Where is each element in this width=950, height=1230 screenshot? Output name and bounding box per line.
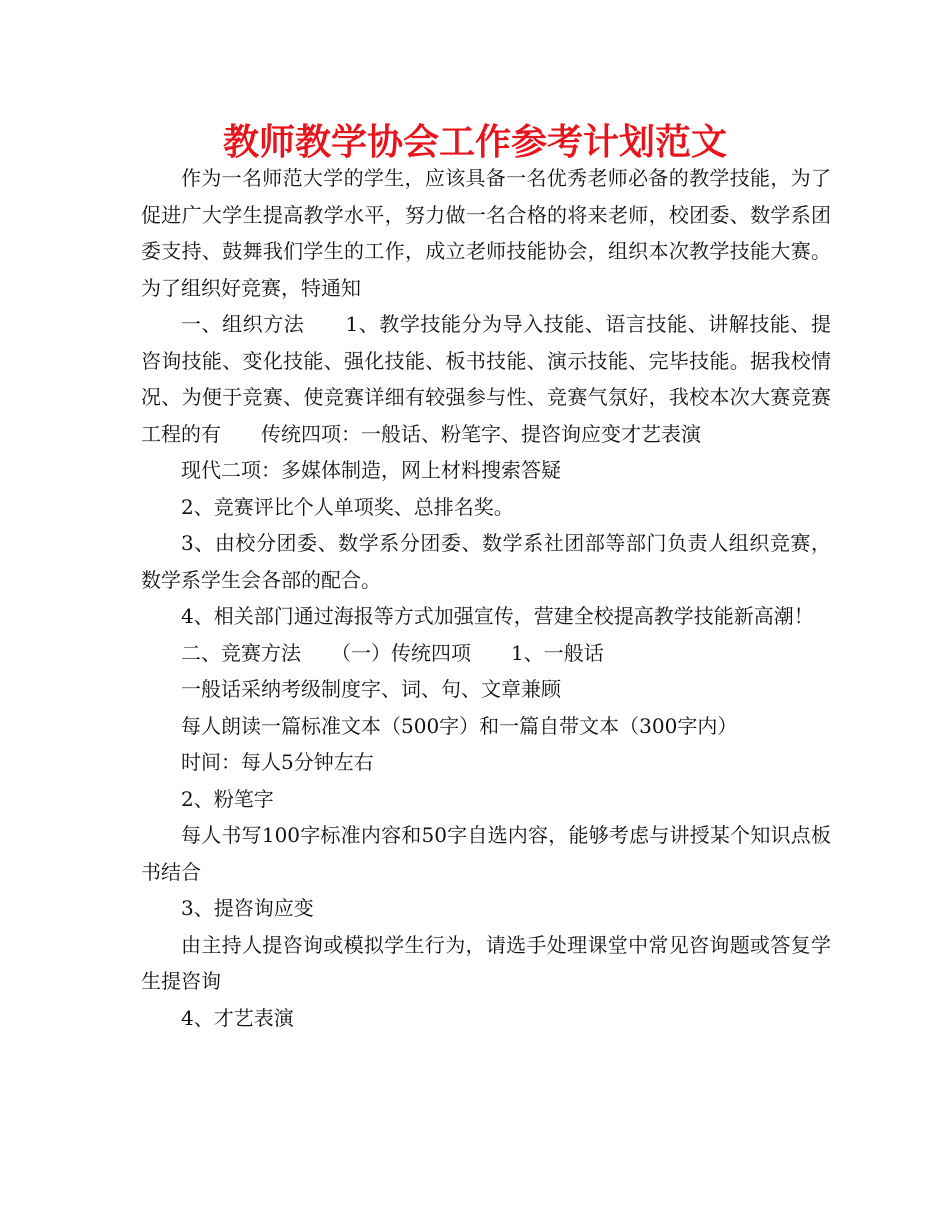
paragraph-mandarin-rules: 一般话采纳考级制度字、词、句、文章兼顾 xyxy=(181,677,561,701)
paragraph-publicity: 4、相关部门通过海报等方式加强宣传，营建全校提高教学技能新高潮！ xyxy=(181,604,814,628)
paragraph-questioning-rules: 由主持人提咨询或模拟学生行为，请选手处理课堂中常见咨询题或答复学生提咨询 xyxy=(141,932,831,993)
paragraph-modern-items: 现代二项：多媒体制造，网上材料搜索答疑 xyxy=(181,458,561,482)
paragraph-organizers: 3、由校分团委、数学系分团委、数学系社团部等部门负责人组织竞赛，数学系学生会各部的配合。 xyxy=(141,531,831,592)
paragraph-talent-show-heading: 4、才艺表演 xyxy=(181,1005,294,1030)
document-title: 教师教学协会工作参考计划范文 xyxy=(222,122,727,163)
paragraph-reading-texts: 每人朗读一篇标准文本（500字）和一篇自带文本（300字内） xyxy=(181,713,738,738)
paragraph-competition-method: 二、竞赛方法 （一）传统四项 1、一般话 xyxy=(181,640,604,665)
paragraph-questioning-heading: 3、提咨询应变 xyxy=(181,896,314,920)
paragraph-intro: 作为一名师范大学的学生，应该具备一名优秀老师必备的教学技能，为了促进广大学生提高教学水平，努力做一名合格的将来老师，校团委、数学系团委支持、鼓舞我们学生的工作，成立老师技能协会，组织本次教学技能大赛。为了组织好竞赛，特通知 xyxy=(141,166,831,300)
paragraph-chalk-writing-heading: 2、粉笔字 xyxy=(181,786,274,811)
paragraph-organization-method: 一、组织方法 1、教学技能分为导入技能、语言技能、讲解技能、提咨询技能、变化技能、强化技能、板书技能、演示技能、完毕技能。据我校情况、为便于竞赛、使竞赛详细有较强参与性、竞赛气氛好，我校本次大赛竞赛工程的有 传统四项：一般话、粉笔字、提咨询应变才艺表演 xyxy=(141,312,831,446)
paragraph-chalk-writing-rules: 每人书写100字标准内容和50字自选内容，能够考虑与讲授某个知识点板书结合 xyxy=(141,823,831,884)
paragraph-time-limit: 时间：每人5分钟左右 xyxy=(181,750,374,774)
paragraph-awards: 2、竞赛评比个人单项奖、总排名奖。 xyxy=(181,494,514,519)
document-body xyxy=(141,160,831,1036)
